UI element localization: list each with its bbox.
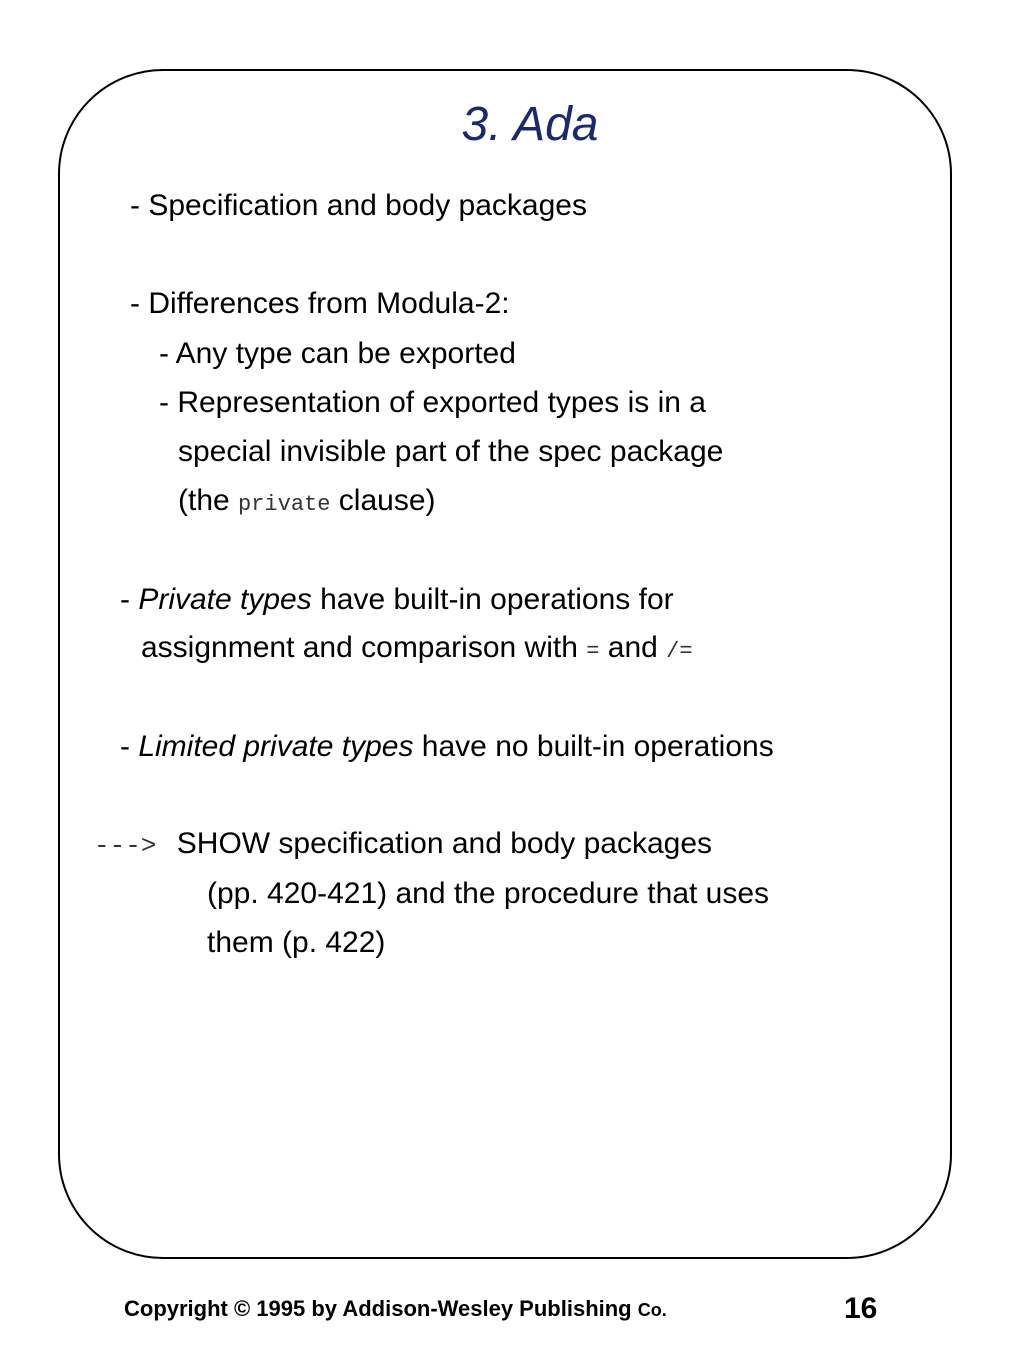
bullet-private-types-line-1 xyxy=(120,580,674,620)
page-number: 16 xyxy=(844,1292,878,1325)
text-the-open: (the xyxy=(178,484,239,517)
show-text-1: SHOW specification and body packages xyxy=(176,827,713,860)
text-limited-rest: have no built-in operations xyxy=(413,730,774,763)
dash: - xyxy=(120,730,139,763)
show-line-1 xyxy=(94,824,712,866)
code-not-equals-operator: /= xyxy=(666,639,693,664)
term-private-types: Private types xyxy=(138,583,312,616)
bullet-representation-line-1: - Representation of exported types is in a xyxy=(159,386,706,419)
show-line-2: (pp. 420-421) and the procedure that uses xyxy=(207,877,770,910)
text-and: and xyxy=(599,631,667,664)
slide-title: 3. Ada xyxy=(461,98,599,151)
copyright-text: Copyright © 1995 by Addison-Wesley Publishing xyxy=(124,1296,638,1321)
footer-copyright xyxy=(124,1292,667,1327)
show-line-3: them (p. 422) xyxy=(207,926,386,959)
copyright-co: Co. xyxy=(637,1300,667,1320)
text-private-rest: have built-in operations for xyxy=(311,583,674,616)
code-equals-operator: = xyxy=(586,639,600,664)
bullet-representation-line-3 xyxy=(178,481,436,525)
text-clause-close: clause) xyxy=(330,484,436,517)
bullet-differences-heading: - Differences from Modula-2: xyxy=(130,287,510,320)
dash: - xyxy=(120,583,139,616)
bullet-representation-line-2: special invisible part of the spec package xyxy=(178,435,724,468)
code-private-keyword: private xyxy=(238,492,331,517)
arrow-marker: ---> xyxy=(94,831,157,861)
text-assignment: assignment and comparison with xyxy=(141,631,587,664)
bullet-any-type-exported: - Any type can be exported xyxy=(159,337,516,370)
term-limited-private-types: Limited private types xyxy=(138,730,414,763)
bullet-private-types-line-2 xyxy=(141,628,693,672)
bullet-limited-private-types xyxy=(120,727,774,767)
bullet-spec-body: - Specification and body packages xyxy=(130,189,587,222)
